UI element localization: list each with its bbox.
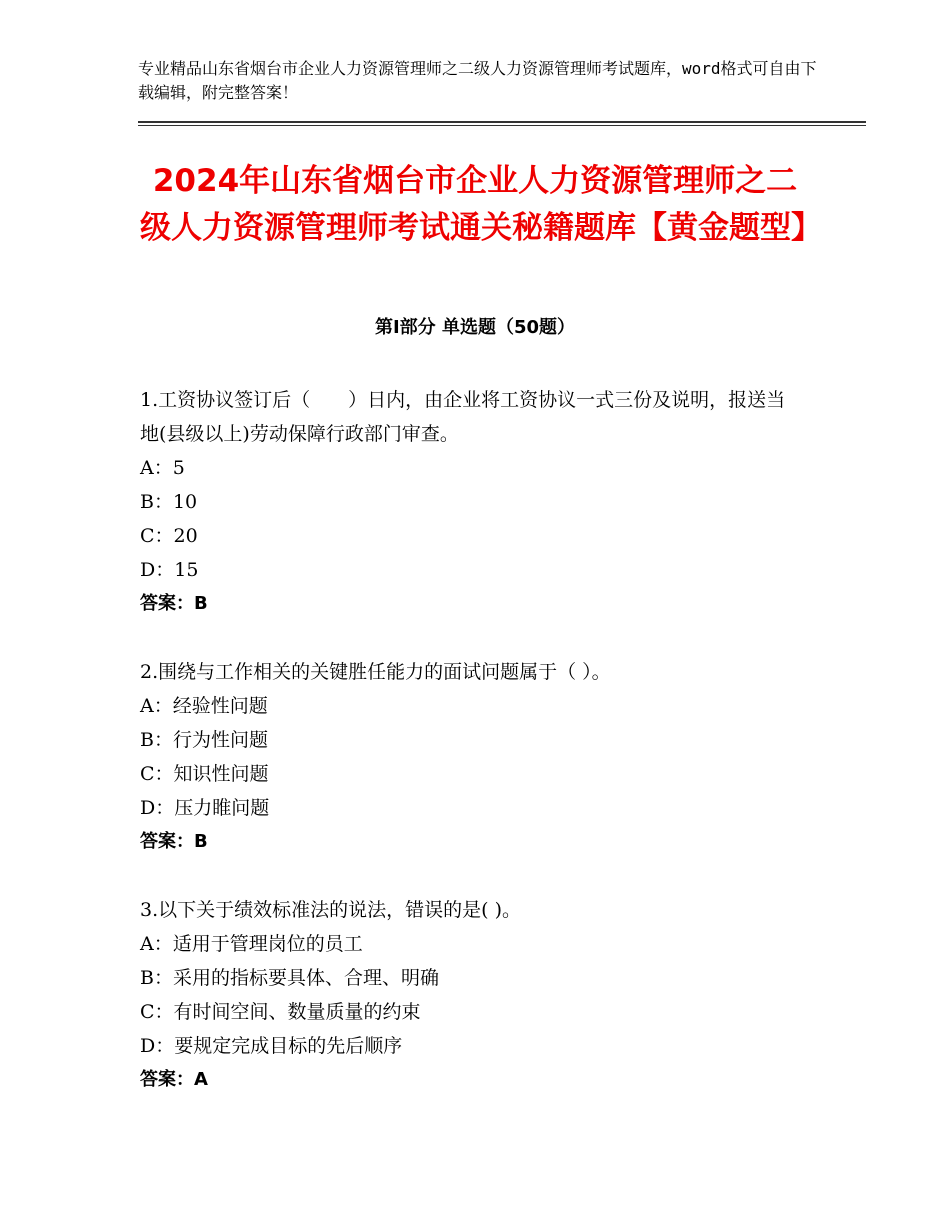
option-b: B：行为性问题 (140, 729, 268, 751)
question-1 (140, 383, 790, 621)
option-c: C：20 (140, 525, 198, 547)
option-a: A：5 (140, 457, 185, 479)
question-2 (140, 655, 790, 859)
header-note: 专业精品山东省烟台市企业人力资源管理师之二级人力资源管理师考试题库，word格式可自由下载编辑，附完整答案！ (138, 59, 817, 102)
question-stem: 2.围绕与工作相关的关键胜任能力的面试问题属于（ ）。 (140, 661, 611, 683)
document-title: 2024年山东省烟台市企业人力资源管理师之二级人力资源管理师考试通关秘籍题库【黄金题型】 (140, 163, 822, 246)
answer: 答案：B (140, 831, 208, 852)
option-b: B：10 (140, 491, 198, 513)
question-stem: 1.工资协议签订后（ ）日内，由企业将工资协议一式三份及说明，报送当地(县级以上)劳动保障行政部门审查。 (140, 389, 786, 445)
option-a: A：适用于管理岗位的员工 (140, 933, 363, 955)
option-d: D：15 (140, 559, 199, 581)
question-stem: 3.以下关于绩效标准法的说法，错误的是( )。 (140, 899, 521, 921)
option-a: A：经验性问题 (140, 695, 268, 717)
header-divider-thin (138, 125, 866, 126)
header-divider (138, 121, 866, 123)
answer: 答案：B (140, 593, 208, 614)
option-c: C：有时间空间、数量质量的约束 (140, 1001, 421, 1023)
question-list (140, 383, 790, 1131)
option-d: D：要规定完成目标的先后顺序 (140, 1035, 403, 1057)
answer: 答案：A (140, 1069, 208, 1090)
section-heading: 第Ⅰ部分 单选题（50题） (374, 317, 575, 338)
option-d: D：压力睢问题 (140, 797, 270, 819)
question-3 (140, 893, 790, 1097)
option-c: C：知识性问题 (140, 763, 269, 785)
option-b: B：采用的指标要具体、合理、明确 (140, 967, 439, 989)
